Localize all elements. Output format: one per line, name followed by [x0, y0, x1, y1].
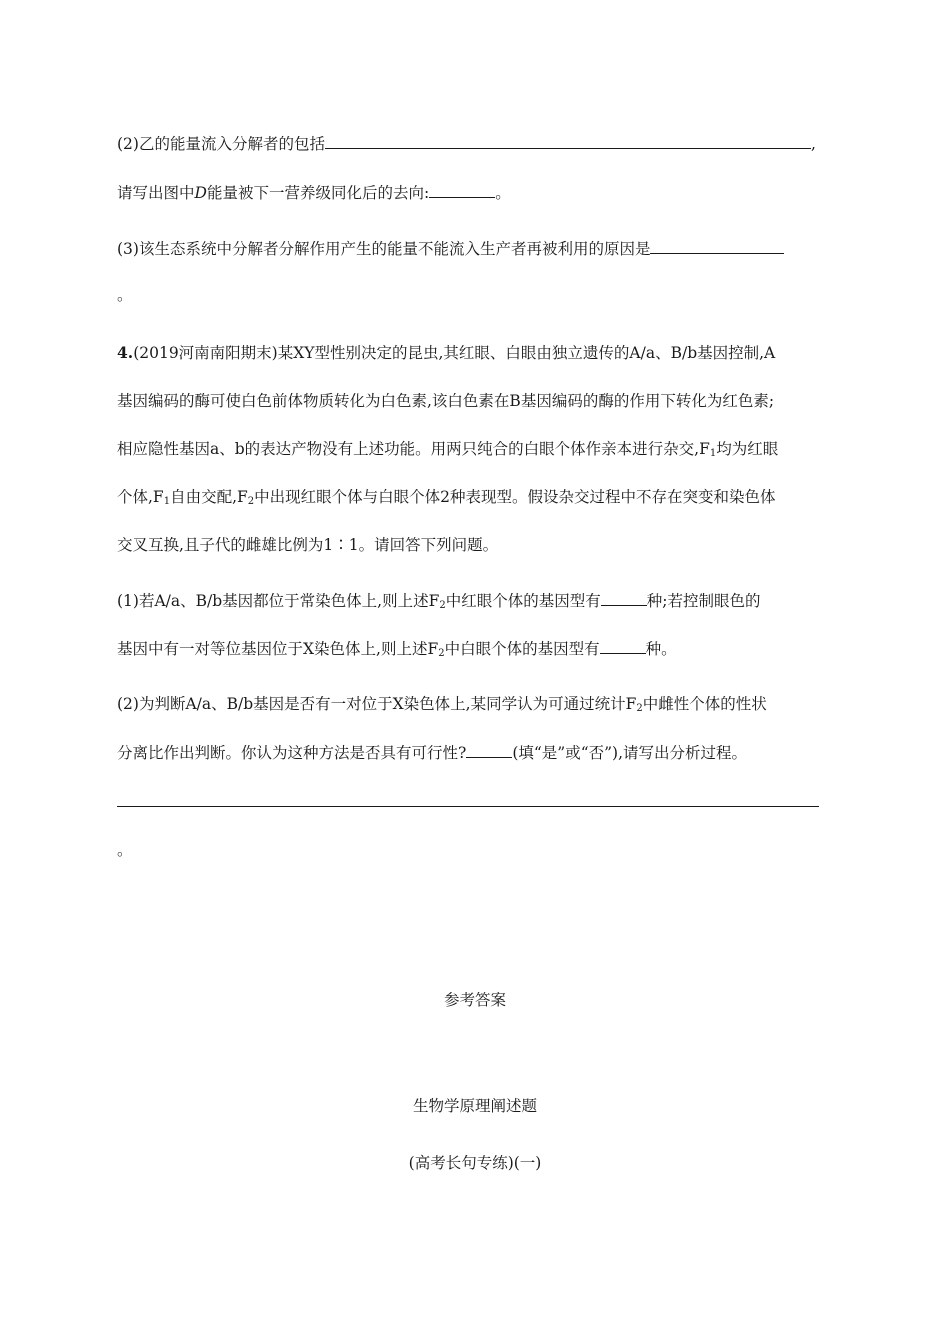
section-subtitle: (高考长句专练)(一) — [408, 1154, 542, 1172]
answer-blank[interactable] — [429, 182, 495, 198]
q3-part3-line1 — [117, 238, 784, 259]
answers-heading: 参考答案 — [443, 991, 506, 1009]
q3-part2-line1: (2)乙的能量流入分解者的包括 , — [117, 135, 816, 153]
answer-blank[interactable] — [600, 638, 646, 654]
q4-intro-line1: 4.(2019河南南阳期末)某XY型性别决定的昆虫,其红眼、白眼由独立遗传的A/a、B/b基因控制,A — [117, 343, 776, 362]
answer-blank[interactable] — [601, 590, 647, 606]
label-d: D — [194, 184, 207, 202]
q3-part3-end: 。 — [117, 286, 133, 304]
q4-intro-line2: 基因编码的酶可使白色前体物质转化为白色素,该白色素在B基因编码的酶的作用下转化为红色素; — [117, 392, 775, 410]
answer-blank[interactable] — [325, 133, 811, 149]
q3-part2-line2: 请写出图中D能量被下一营养级同化后的去向: 。 — [117, 184, 511, 202]
q4-part1-line2: 基因中有一对等位基因位于X染色体上,则上述$F_2$中白眼个体的基因型有 种。 — [117, 640, 677, 659]
q4-part2-line1: (2)为判断A/a、B/b基因是否有一对位于X染色体上,某同学认为可通过统计$F_2$中雌性个体的性状 — [117, 695, 767, 714]
answer-blank[interactable] — [466, 742, 512, 758]
question-number: 4. — [117, 343, 134, 362]
answer-blank[interactable] — [650, 238, 784, 254]
section-title: 生物学原理阐述题 — [412, 1097, 537, 1115]
q4-intro-line5: 交叉互换,且子代的雌雄比例为1∶1。请回答下列问题。 — [117, 536, 499, 554]
q4-intro-line3: 相应隐性基因a、b的表达产物没有上述功能。用两只纯合的白眼个体作亲本进行杂交$,F_1$均为红眼 — [117, 440, 779, 459]
q3-part2-label: (2)乙的能量流入分解者的包括 — [117, 135, 325, 153]
q3-part3-label: (3)该生态系统中分解者分解作用产生的能量不能流入生产者再被利用的原因是 — [117, 240, 651, 258]
q4-part1-line1: (1)若A/a、B/b基因都位于常染色体上,则上述$F_2$中红眼个体的基因型有 种;若控制眼色的 — [117, 592, 761, 611]
q4-part2-end: 。 — [117, 841, 133, 859]
q4-intro-line4: 个体$,F_1$自由交配$,F_2$中出现红眼个体与白眼个体2种表现型。假设杂交过程中不存在突变和染色体 — [117, 488, 776, 507]
q4-part2-line2: 分离比作出判断。你认为这种方法是否具有可行性? (填“是”或“否”),请写出分析过程。 — [117, 744, 748, 762]
answer-line[interactable] — [117, 806, 819, 807]
